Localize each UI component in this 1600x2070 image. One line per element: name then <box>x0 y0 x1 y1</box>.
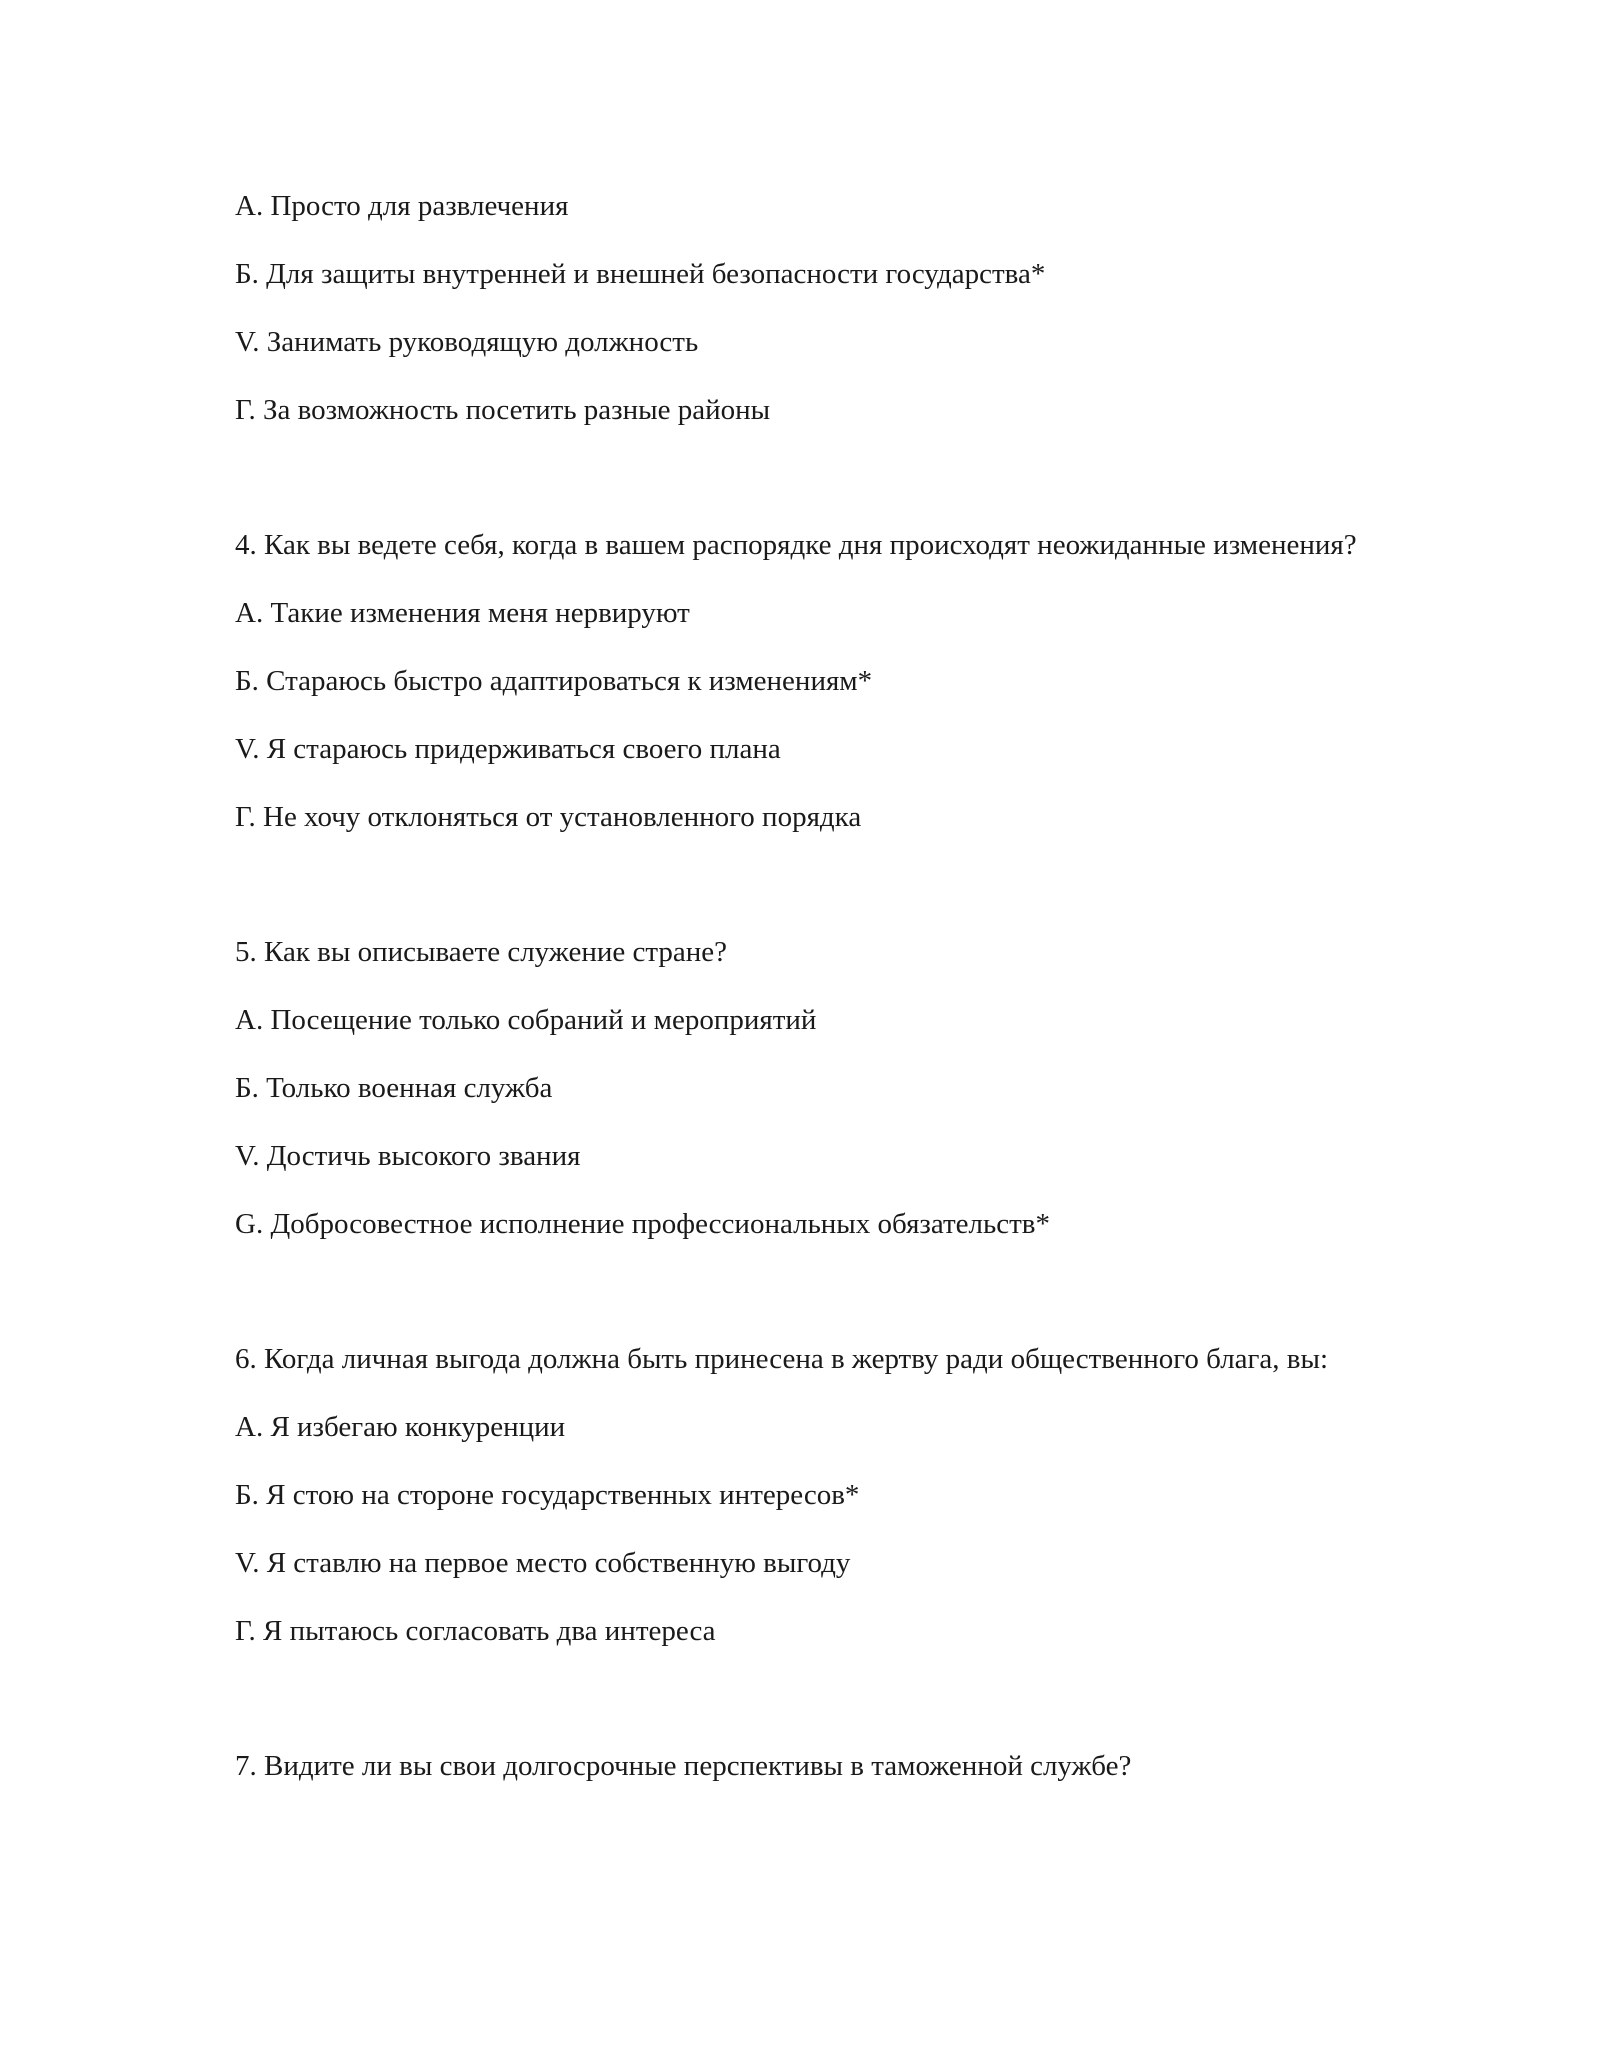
answer-option: V. Я стараюсь придерживаться своего плана <box>235 733 781 765</box>
question-text: 6. Когда личная выгода должна быть принесена в жертву ради общественного блага, вы: <box>235 1343 1329 1375</box>
answer-option: Б. Для защиты внутренней и внешней безопасности государства* <box>235 258 1046 290</box>
answer-option: V. Занимать руководящую должность <box>235 326 699 358</box>
question-block-prev <box>235 186 1365 431</box>
question-block-4 <box>235 525 1365 838</box>
answer-option: Б. Только военная служба <box>235 1072 553 1104</box>
question-block-6 <box>235 1339 1365 1652</box>
answer-option: V. Достичь высокого звания <box>235 1140 581 1172</box>
answer-option: V. Я ставлю на первое место собственную выгоду <box>235 1547 851 1579</box>
document-body <box>235 186 1365 1787</box>
answer-option: Г. За возможность посетить разные районы <box>235 394 771 426</box>
answer-option: А. Посещение только собраний и мероприятий <box>235 1004 817 1036</box>
question-block-5 <box>235 932 1365 1245</box>
answer-option: А. Я избегаю конкуренции <box>235 1411 566 1443</box>
answer-option: А. Просто для развлечения <box>235 190 569 222</box>
answer-option: Б. Я стою на стороне государственных интересов* <box>235 1479 860 1511</box>
question-text: 4. Как вы ведете себя, когда в вашем распорядке дня происходят неожиданные изменения? <box>235 529 1357 561</box>
question-text: 7. Видите ли вы свои долгосрочные перспективы в таможенной службе? <box>235 1750 1132 1782</box>
answer-option: G. Добросовестное исполнение профессиональных обязательств* <box>235 1208 1050 1240</box>
answer-option: Г. Не хочу отклоняться от установленного порядка <box>235 801 862 833</box>
question-block-7 <box>235 1746 1365 1787</box>
question-text: 5. Как вы описываете служение стране? <box>235 936 728 968</box>
answer-option: Б. Стараюсь быстро адаптироваться к изменениям* <box>235 665 873 697</box>
answer-option: Г. Я пытаюсь согласовать два интереса <box>235 1615 716 1647</box>
answer-option: А. Такие изменения меня нервируют <box>235 597 690 629</box>
